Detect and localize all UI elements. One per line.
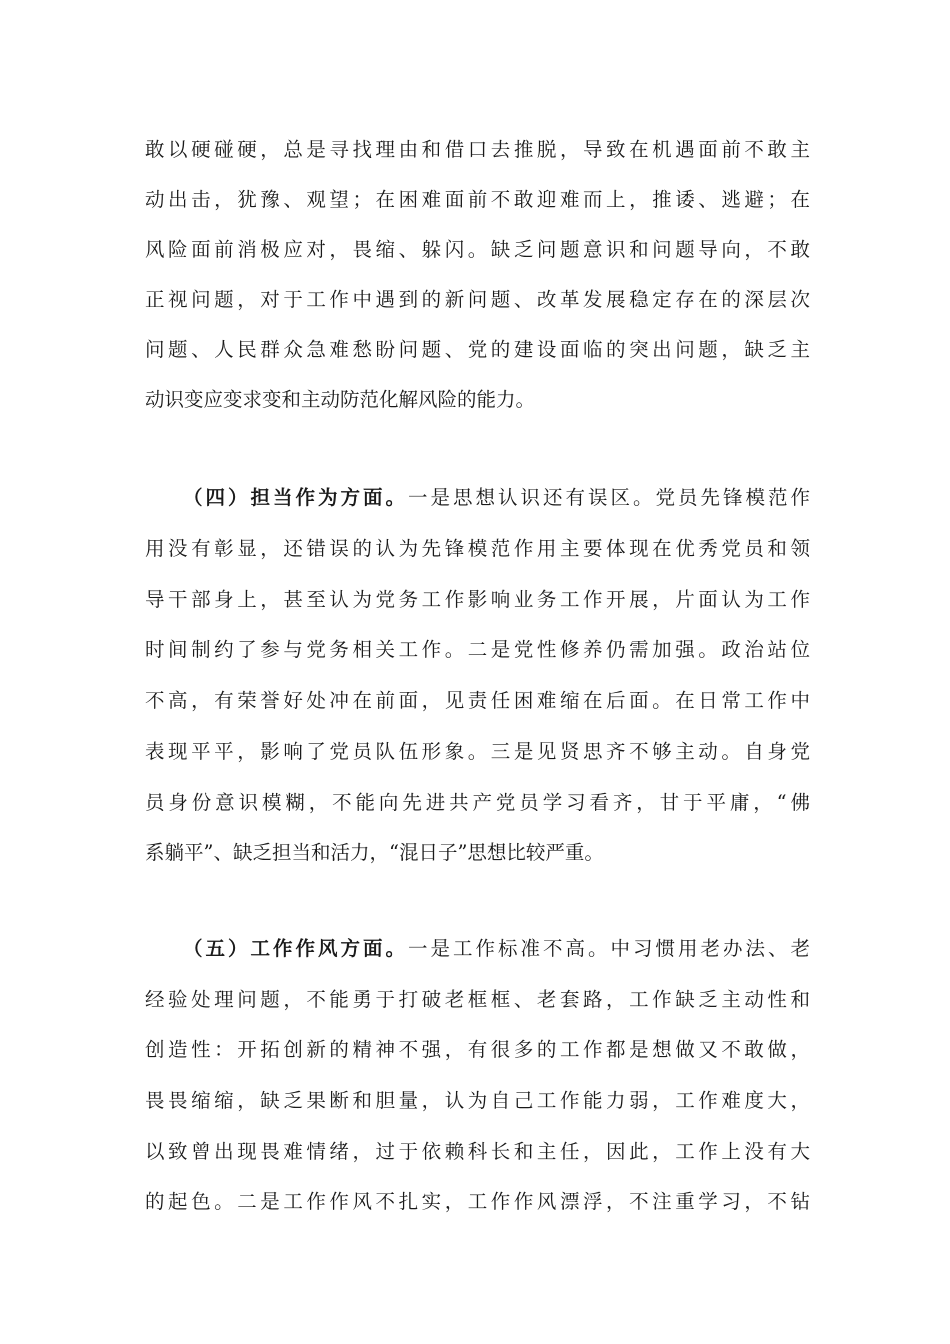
paragraph-line: 员身份意识模糊，不能向先进共产党员学习看齐，甘于平庸，“佛	[145, 791, 810, 814]
paragraph-line: 问题、人民群众急难愁盼问题、党的建设面临的突出问题，缺乏主	[145, 338, 810, 361]
paragraph-first-line	[183, 936, 810, 962]
paragraph-line: 创造性：开拓创新的精神不强，有很多的工作都是想做又不敢做，	[145, 1038, 810, 1061]
paragraph-line: 动识变应变求变和主动防范化解风险的能力。	[145, 388, 536, 411]
paragraph-line: 以致曾出现畏难情绪，过于依赖科长和主任，因此，工作上没有大	[145, 1140, 810, 1163]
paragraph-line: 时间制约了参与党务相关工作。二是党性修养仍需加强。政治站位	[145, 638, 810, 661]
paragraph-line: 敢以硬碰硬，总是寻找理由和借口去推脱，导致在机遇面前不敢主	[145, 138, 810, 161]
paragraph-line: 表现平平，影响了党员队伍形象。三是见贤思齐不够主动。自身党	[145, 740, 810, 763]
section-heading-4: （四）担当作为方面。	[183, 486, 408, 509]
paragraph-line: 正视问题，对于工作中遇到的新问题、改革发展稳定存在的深层次	[145, 288, 810, 311]
paragraph-line: 导干部身上，甚至认为党务工作影响业务工作开展，片面认为工作	[145, 588, 810, 611]
paragraph-line: 的起色。二是工作作风不扎实，工作作风漂浮，不注重学习，不钻	[145, 1190, 810, 1213]
paragraph-line: 不高，有荣誉好处冲在前面，见责任困难缩在后面。在日常工作中	[145, 689, 810, 712]
paragraph-line: 系躺平”、缺乏担当和活力，“混日子”思想比较严重。	[145, 841, 604, 864]
paragraph-line: 风险面前消极应对，畏缩、躲闪。缺乏问题意识和问题导向，不敢	[145, 238, 810, 261]
paragraph-line: 用没有彰显，还错误的认为先锋模范作用主要体现在优秀党员和领	[145, 537, 810, 560]
paragraph-text: 一是工作标准不高。中习惯用老办法、老	[408, 937, 810, 960]
section-heading-5: （五）工作作风方面。	[183, 937, 408, 960]
paragraph-line: 动出击，犹豫、观望；在困难面前不敢迎难而上，推诿、逃避；在	[145, 188, 810, 211]
paragraph-text: 一是思想认识还有误区。党员先锋模范作	[408, 486, 810, 509]
paragraph-line: 经验处理问题，不能勇于打破老框框、老套路，工作缺乏主动性和	[145, 988, 810, 1011]
paragraph-line: 畏畏缩缩，缺乏果断和胆量，认为自己工作能力弱，工作难度大，	[145, 1089, 810, 1112]
paragraph-first-line	[183, 485, 810, 511]
